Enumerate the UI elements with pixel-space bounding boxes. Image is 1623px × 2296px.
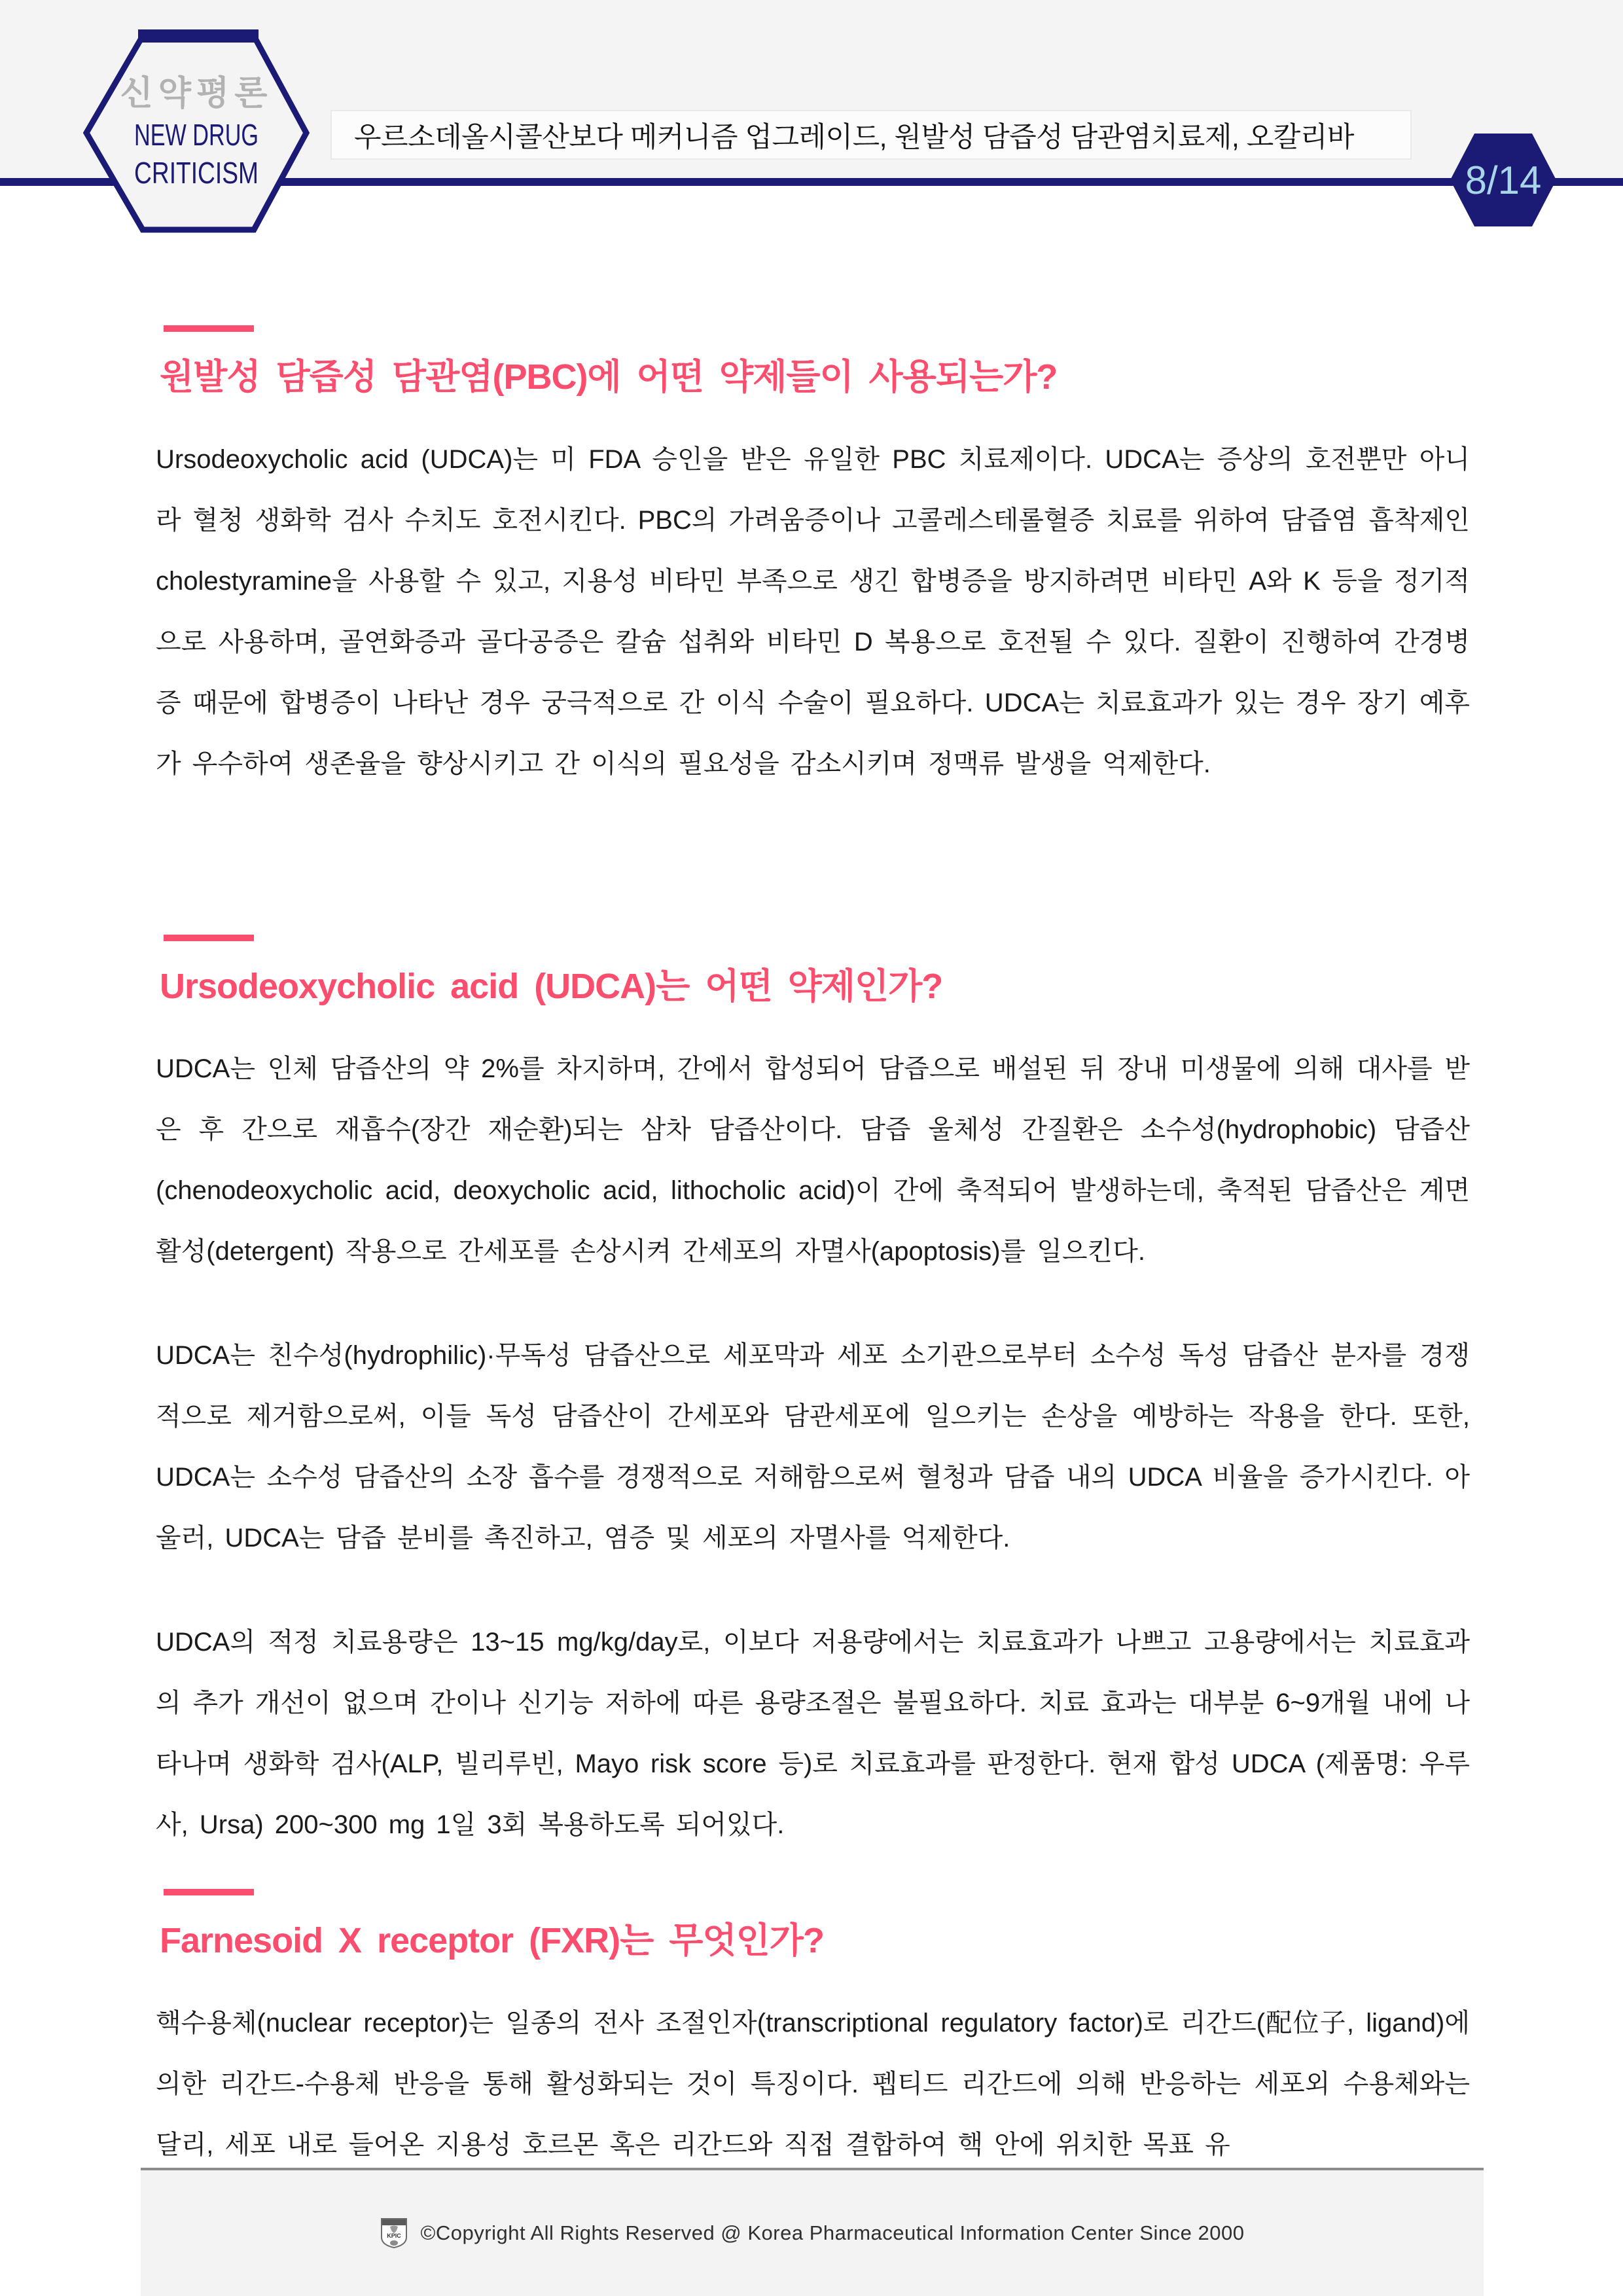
new-drug-criticism-logo [77, 27, 315, 238]
section-paragraph: Ursodeoxycholic acid (UDCA)는 미 FDA 승인을 받은 유일한 PBC 치료제이다. UDCA는 증상의 호전뿐만 아니라 혈청 생화학 검사 수치도 호전시킨다. PBC의 가려움증이나 고콜레스테롤혈증 치료를 위하여 담즙염 흡착제인 cholestyramine을 사용할 수 있고, 지용성 비타민 부족으로 생긴 합병증을 방지하려면 비타민 A와 K 등을 정기적으로 사용하며, 골연화증과 골다공증은 칼슘 섭취와 비타민 D 복용으로 호전될 수 있다. 질환이 진행하여 간경병증 때문에 합병증이 나타난 경우 궁극적으로 간 이식 수술이 필요하다. UDCA는 치료효과가 있는 경우 장기 예후가 우수하여 생존율을 향상시키고 간 이식의 필요성을 감소시키며 정맥류 발생을 억제한다. [156, 445, 1470, 778]
page-number: 8/14 [1465, 158, 1542, 202]
section-accent-bar [164, 325, 254, 332]
logo-korean-text: 신약평론 [120, 75, 273, 113]
shield-top-band [382, 2219, 406, 2225]
section-heading: Farnesoid X receptor (FXR)는 무엇인가? [160, 1921, 824, 1960]
section-heading: Ursodeoxycholic acid (UDCA)는 어떤 약제인가? [160, 967, 943, 1006]
section-accent-bar [164, 1889, 254, 1895]
logo-latin-line1: NEW DRUG [134, 118, 259, 152]
section-fxr [156, 1889, 1470, 2176]
kpic-shield-icon [380, 2217, 408, 2249]
section-pbc-drugs [156, 325, 1470, 795]
section-paragraph: UDCA의 적정 치료용량은 13~15 mg/kg/day로, 이보다 저용량에서는 치료효과가 나쁘고 고용량에서는 치료효과의 추가 개선이 없으며 간이나 신기능 저하에 따른 용량조절은 불필요하다. 치료 효과는 대부분 6~9개월 내에 나타나며 생화학 검사(ALP, 빌리루빈, Mayo risk score 등)로 치료효과를 판정한다. 현재 합성 UDCA (제품명: 우루사, Ursa) 200~300 mg 1일 3회 복용하도록 되어있다. [156, 1628, 1470, 1839]
section-paragraph: 핵수용체(nuclear receptor)는 일종의 전사 조절인자(transcriptional regulatory factor)로 리간드(配位子, ligand)에 의한 리간드-수용체 반응을 통해 활성화되는 것이 특징이다. 펩티드 리간드에 의해 반응하는 세포외 수용체와는 달리, 세포 내로 들어온 지용성 호르몬 혹은 리간드와 직접 결합하여 핵 안에 위치한 목표 유 [156, 2009, 1470, 2159]
section-paragraph: UDCA는 인체 담즙산의 약 2%를 차지하며, 간에서 합성되어 담즙으로 배설된 뒤 장내 미생물에 의해 대사를 받은 후 간으로 재흡수(장간 재순환)되는 삼차 담즙산이다. 담즙 울체성 간질환은 소수성(hydrophobic) 담즙산(chenodeoxycholic acid, deoxycholic acid, lithocholic acid)이 간에 축적되어 발생하는데, 축적된 담즙산은 계면활성(detergent) 작용으로 간세포를 손상시켜 간세포의 자멸사(apoptosis)를 일으킨다. [156, 1054, 1470, 1266]
logo-latin-line2: CRITICISM [134, 156, 259, 190]
section-heading: 원발성 담즙성 담관염(PBC)에 어떤 약제들이 사용되는가? [160, 357, 1058, 397]
section-paragraph: UDCA는 친수성(hydrophilic)·무독성 담즙산으로 세포막과 세포 소기관으로부터 소수성 독성 담즙산 분자를 경쟁적으로 제거함으로써, 이들 독성 담즙산이 간세포와 담관세포에 일으키는 손상을 예방하는 작용을 한다. 또한, UDCA는 소수성 담즙산의 소장 흡수를 경쟁적으로 저해함으로써 혈청과 담즙 내의 UDCA 비율을 증가시킨다. 아울러, UDCA는 담즙 분비를 촉진하고, 염증 및 세포의 자멸사를 억제한다. [156, 1341, 1470, 1552]
copyright-text: ©Copyright All Rights Reserved @ Korea Pharmaceutical Information Center Since 2000 [420, 2221, 1245, 2244]
shield-pill [390, 2240, 398, 2246]
page-number-badge [1445, 128, 1561, 232]
article-title: 우르소데올시콜산보다 메커니즘 업그레이드, 원발성 담즙성 담관염치료제, 오칼리바 [354, 121, 1354, 153]
section-udca [156, 935, 1470, 1856]
section-accent-bar [164, 935, 254, 941]
footer [141, 2168, 1484, 2296]
shield-kpic-text: KPIC [386, 2233, 401, 2239]
article-title-box [330, 110, 1412, 160]
